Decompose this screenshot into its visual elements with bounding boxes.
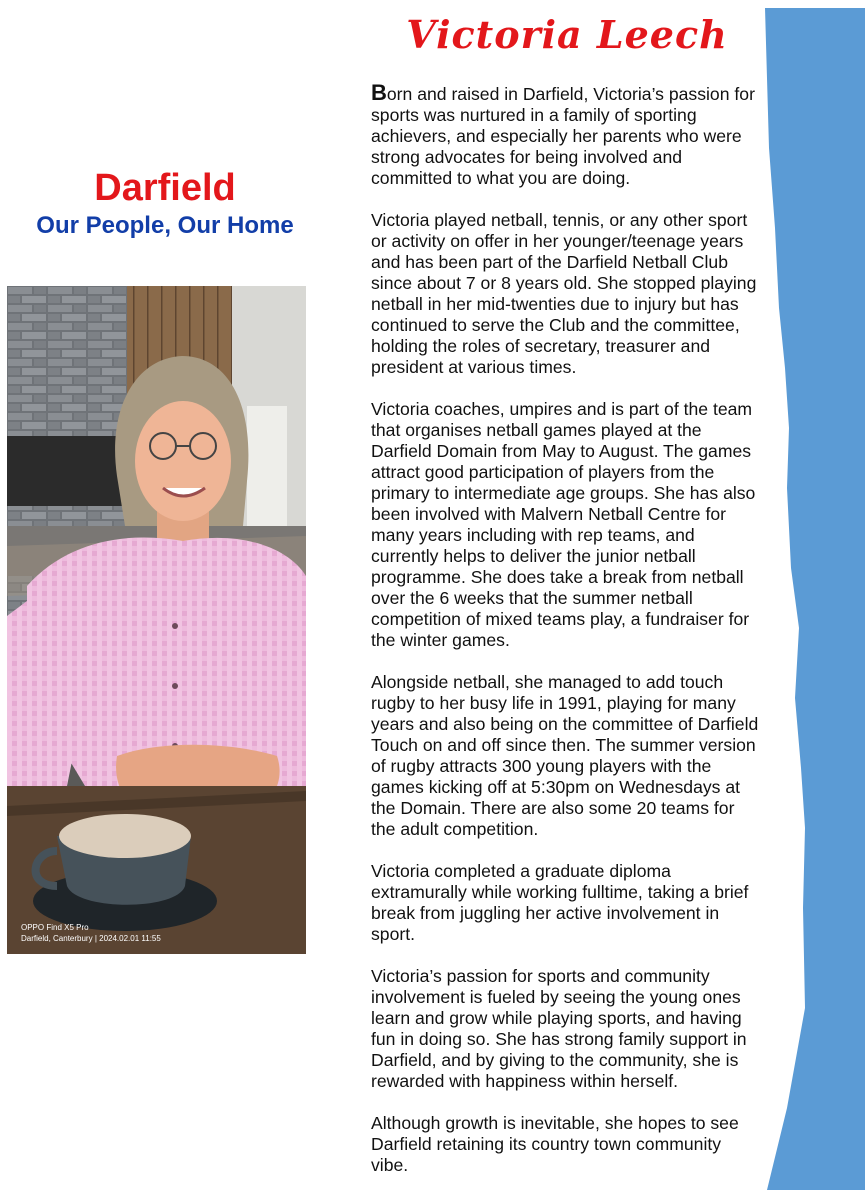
paragraph-4: Alongside netball, she managed to add touch rugby to her busy life in 1991, playing for many years and also being on the committee of Darfield Touch on and off since then. The summer version of rugby attracts 300 young players with the games kicking off at 5:30pm on Wednesdays at the Domain. There are also some 20 teams for the adult competition.: [371, 672, 759, 839]
camera-label: OPPO Find X5 Pro: [21, 923, 89, 932]
article-body: [371, 82, 763, 1197]
tagline: Our People, Our Home: [36, 212, 294, 239]
portrait-photo: [7, 286, 306, 954]
paragraph-2: Victoria played netball, tennis, or any other sport or activity on offer in her younger/teenage years and has been part of the Darfield Netball Club since about 7 or 8 years old. She stopped playing netball in her mid-twenties due to injury but has continued to serve the Club and the committee, holding the roles of secretary, treasurer and president at various times.: [371, 210, 757, 377]
decorative-blue-strip: [765, 8, 865, 1190]
paragraph-1: [371, 82, 763, 189]
paragraph-1-text: orn and raised in Darfield, Victoria’s passion for sports was nurtured in a family of sporting achievers, and especially her parents who were strong advocates for being involved and committed to what you are doing.: [371, 84, 755, 188]
date-label: 2024.02.01 11:55: [99, 934, 161, 943]
face: [135, 401, 231, 521]
photo-watermark: OPPO Find X5 Pro Darfield, Canterbury | 2024.02.01 11:55: [21, 923, 161, 943]
location-label: Darfield, Canterbury: [21, 934, 93, 943]
masthead: [0, 165, 330, 241]
paragraph-6: Victoria’s passion for sports and community involvement is fueled by seeing the young ones learn and grow while playing sports, and having fun in doing so. She has strong family support in Darfield, and by giving to the community, she is rewarded with happiness within herself.: [371, 966, 747, 1091]
profile-name-heading: Victoria Leech: [406, 12, 728, 57]
town-title: Darfield: [94, 167, 236, 209]
drop-cap: B: [371, 80, 387, 105]
paragraph-7: Although growth is inevitable, she hopes to see Darfield retaining its country town community vibe.: [371, 1113, 739, 1175]
fireplace: [7, 436, 127, 506]
coffee-foam: [59, 814, 191, 858]
paragraph-5: Victoria completed a graduate diploma extramurally while working fulltime, taking a brief break from juggling her active involvement in sport.: [371, 861, 749, 944]
paragraph-3: Victoria coaches, umpires and is part of the team that organises netball games played at the Darfield Domain from May to August. The games attract good participation of players from the primary to intermediate age groups. She has also been involved with Malvern Netball Centre for many years including with rep teams, and currently helps to deliver the junior netball programme. She does take a break from netball over the 6 weeks that the summer netball competition of mixed teams play, a fundraiser for the winter games.: [371, 399, 756, 650]
